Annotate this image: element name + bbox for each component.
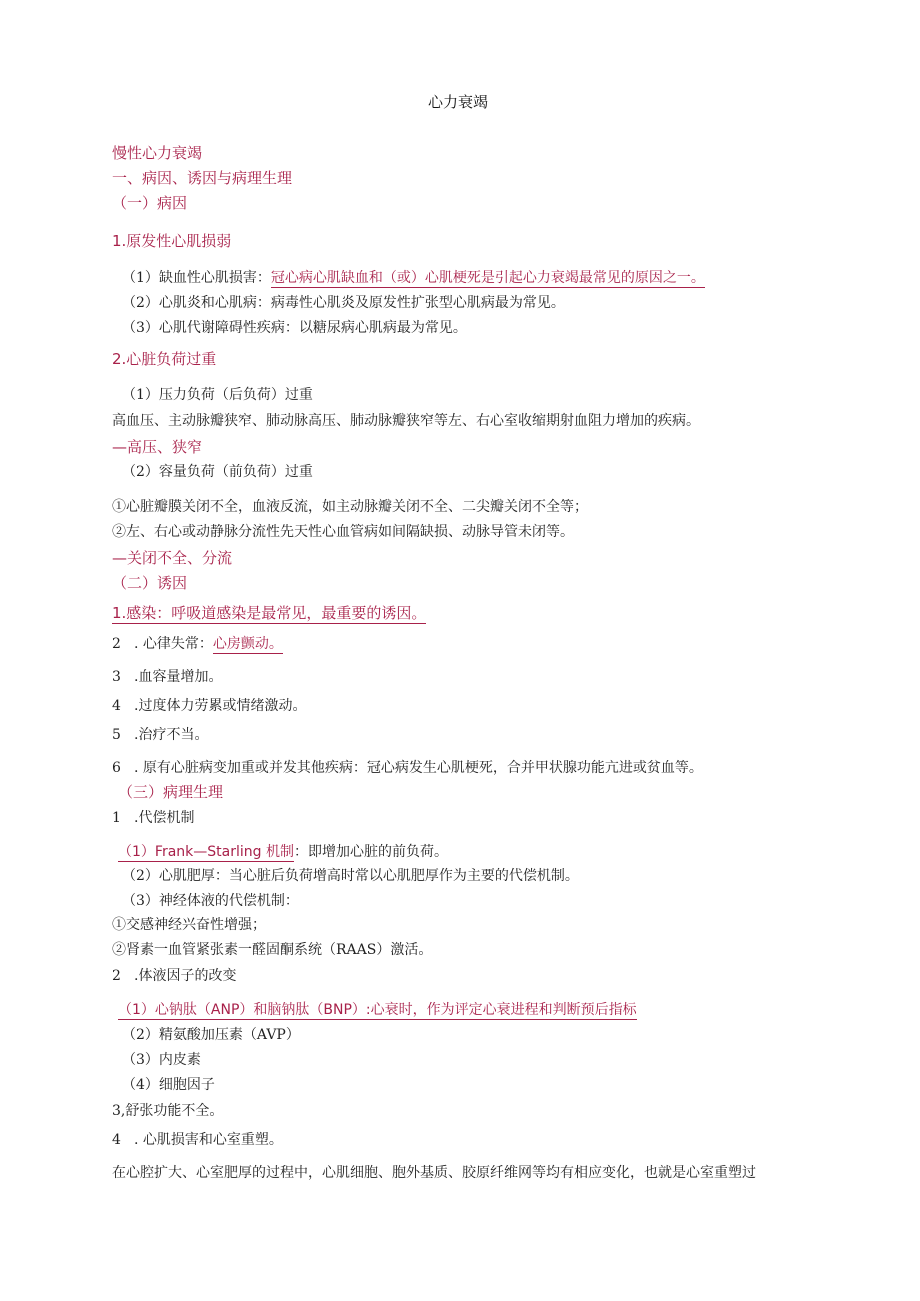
pressure-overload: （1）压力负荷（后负荷）过重 xyxy=(122,387,313,403)
remodeling-heading xyxy=(112,1130,283,1150)
humoral-factors-number: 2 xyxy=(112,968,121,984)
trigger-item-6 xyxy=(112,758,703,778)
trigger-item-3-number: 3 xyxy=(112,669,121,685)
diastolic-dysfunction: 3,舒张功能不全。 xyxy=(112,1103,224,1119)
compensation-text: .代偿机制 xyxy=(134,810,195,826)
compensation-item-1 xyxy=(118,842,448,862)
humoral-item-4: （4）细胞因子 xyxy=(122,1077,215,1093)
heading-primary-myocardial: 1.原发性心肌损弱 xyxy=(112,232,232,250)
trigger-item-5-text: .治疗不当。 xyxy=(134,727,209,743)
trigger-item-6-number: 6 xyxy=(112,760,121,776)
frank-starling-desc: ：即增加心脏的前负荷。 xyxy=(293,844,448,860)
humoral-factors-heading xyxy=(112,966,236,986)
trigger-item-1 xyxy=(112,603,426,623)
pressure-overload-desc: 高血压、主动脉瓣狭窄、肺动脉高压、肺动脉瓣狭窄等左、右心室收缩期射血阻力增加的疾病。 xyxy=(112,413,700,429)
neurohumoral-item-2: ②肾素一血管紧张素一醛固酮系统（RAAS）激活。 xyxy=(112,942,433,958)
humoral-item-1-text: （1）心钠肽（ANP）和脑钠肽（BNP）:心衰时，作为评定心衰进程和判断预后指标 xyxy=(118,1002,637,1018)
humoral-factors-text: .体液因子的改变 xyxy=(134,968,237,984)
etiology-item-2: （2）心肌炎和心肌病：病毒性心肌炎及原发性扩张型心肌病最为常见。 xyxy=(122,295,565,311)
compensation-heading xyxy=(112,808,194,828)
trigger-item-5-number: 5 xyxy=(112,727,121,743)
trigger-item-2-label: . 心律失常： xyxy=(134,636,213,652)
trigger-item-3 xyxy=(112,667,222,687)
remodeling-desc: 在心腔扩大、心室肥厚的过程中，心肌细胞、胞外基质、胶原纤维网等均有相应变化，也就是心室重塑过 xyxy=(112,1165,756,1181)
remodeling-text: . 心肌损害和心室重塑。 xyxy=(134,1132,283,1148)
heading-triggers: （二）诱因 xyxy=(112,574,188,592)
humoral-item-1 xyxy=(118,1000,637,1020)
heading-cardiac-overload: 2.心脏负荷过重 xyxy=(112,350,217,368)
etiology-item-1-label: （1）缺血性心肌损害： xyxy=(122,270,271,286)
frank-starling-label: （1）Frank—Starling 机制 xyxy=(118,844,294,860)
trigger-item-1-text: 1.感染：呼吸道感染是最常见，最重要的诱因。 xyxy=(112,604,427,622)
trigger-item-5 xyxy=(112,725,208,745)
volume-overload: （2）容量负荷（前负荷）过重 xyxy=(122,464,313,480)
compensation-item-3: （3）神经体液的代偿机制： xyxy=(122,893,299,909)
trigger-item-4-text: .过度体力劳累或情绪激动。 xyxy=(134,698,307,714)
humoral-item-2: （2）精氨酸加压素（AVP） xyxy=(122,1027,300,1043)
compensation-item-2: （2）心肌肥厚：当心脏后负荷增高时常以心肌肥厚作为主要的代偿机制。 xyxy=(122,868,579,884)
compensation-number: 1 xyxy=(112,810,121,826)
etiology-item-1-highlight: 冠心病心肌缺血和（或）心肌梗死是引起心力衰竭最常见的原因之一。 xyxy=(270,270,705,286)
note-pressure: —高压、狭窄 xyxy=(112,438,203,456)
trigger-item-2-highlight: 心房颤动。 xyxy=(212,636,283,652)
page-title: 心力衰竭 xyxy=(428,93,489,111)
heading-section-1: 一、病因、诱因与病理生理 xyxy=(112,169,293,187)
etiology-item-1 xyxy=(122,268,705,288)
trigger-item-3-text: .血容量增加。 xyxy=(134,669,223,685)
trigger-item-2 xyxy=(112,634,283,654)
trigger-item-4 xyxy=(112,696,306,716)
remodeling-number: 4 xyxy=(112,1132,121,1148)
heading-chronic-hf: 慢性心力衰竭 xyxy=(112,144,203,162)
volume-overload-desc-2: ②左、右心或动静脉分流性先天性心血管病如间隔缺损、动脉导管未闭等。 xyxy=(112,524,574,540)
trigger-item-4-number: 4 xyxy=(112,698,121,714)
humoral-item-3: （3）内皮素 xyxy=(122,1052,201,1068)
trigger-item-2-number: 2 xyxy=(112,636,121,652)
heading-etiology: （一）病因 xyxy=(112,194,188,212)
trigger-item-6-text: . 原有心脏病变加重或并发其他疾病：冠心病发生心肌梗死，合并甲状腺功能亢进或贫血等。 xyxy=(134,760,703,776)
etiology-item-3: （3）心肌代谢障碍性疾病：以糖尿病心肌病最为常见。 xyxy=(122,320,467,336)
heading-pathophysiology: （三）病理生理 xyxy=(118,783,224,801)
volume-overload-desc-1: ①心脏瓣膜关闭不全，血液反流，如主动脉瓣关闭不全、二尖瓣关闭不全等； xyxy=(112,499,588,515)
note-volume: —关闭不全、分流 xyxy=(112,549,233,567)
neurohumoral-item-1: ①交感神经兴奋性增强； xyxy=(112,917,266,933)
